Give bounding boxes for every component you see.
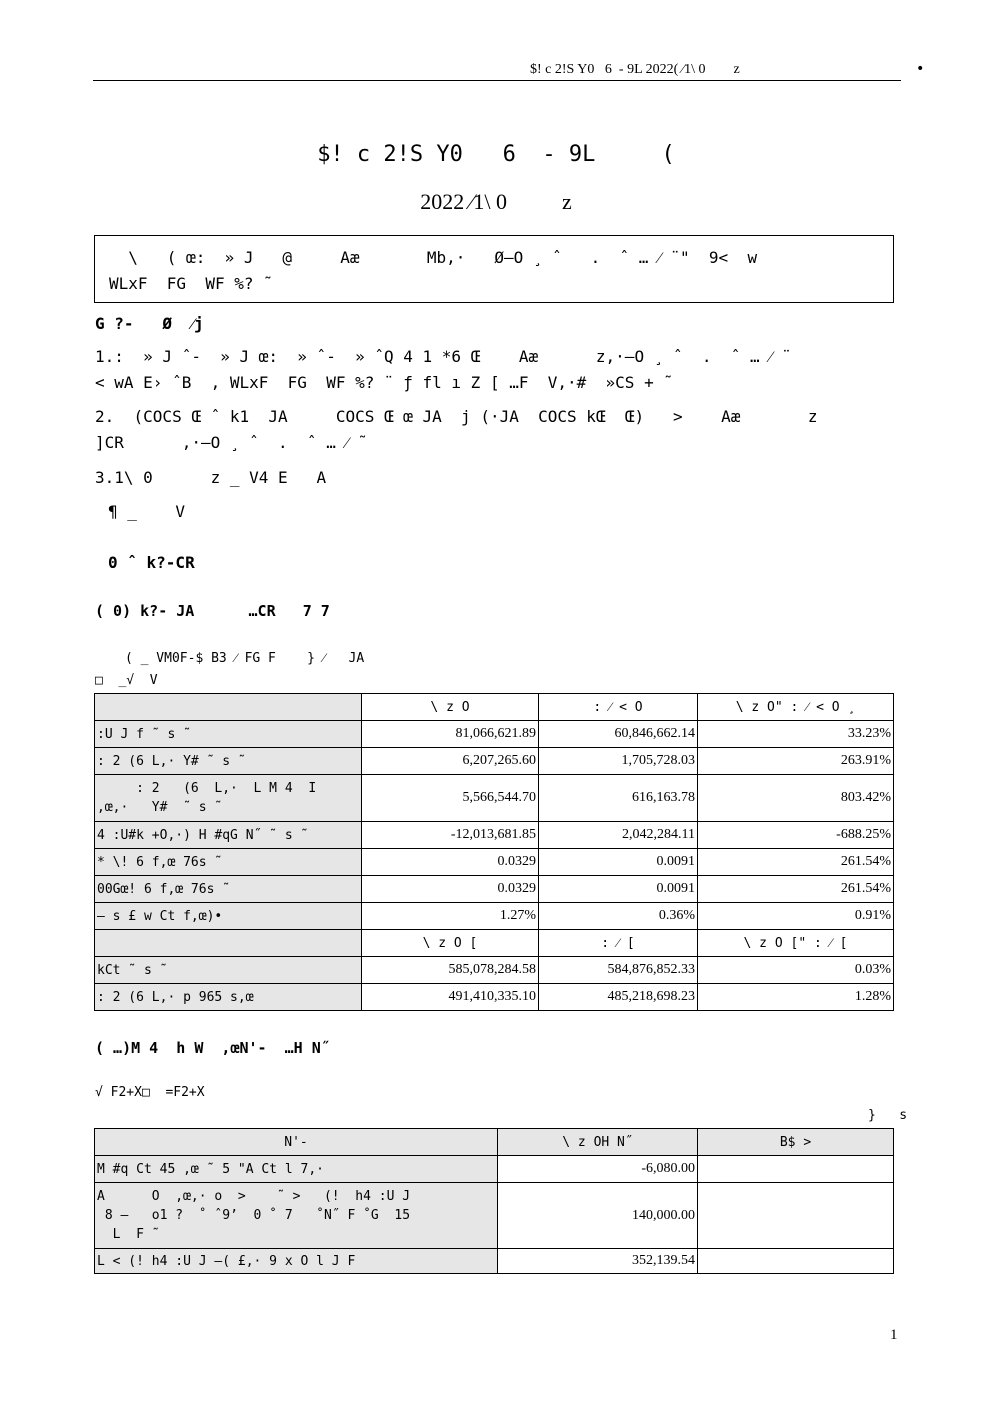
row-label: 4 :U#k +O,·) H #qG N˝ ˜ s ˜ bbox=[95, 822, 362, 849]
table-header-row bbox=[95, 930, 894, 957]
header-cell bbox=[95, 930, 362, 957]
header-cell: : ⁄ < O bbox=[539, 694, 698, 721]
row-label: : 2 (6 L,· L M 4 I ,œ,· Y# ˜ s ˜ bbox=[95, 775, 362, 822]
change-value: 803.42% bbox=[698, 775, 894, 822]
notice-box bbox=[94, 235, 894, 303]
header-cell: : ⁄ [ bbox=[539, 930, 698, 957]
prior-period-value: 0.0091 bbox=[539, 849, 698, 876]
unit-label: } s bbox=[868, 1108, 908, 1123]
row-label: : 2 (6 L,· Y# ˜ s ˜ bbox=[95, 748, 362, 775]
section-1-item-1-line-1: 1.: » J ˆ- » J œ: » ˆ- » ˆQ 4 1 *6 Œ Aæ z,·–O ¸ ˆ . ˆ … ⁄ ¨ bbox=[95, 347, 792, 366]
table-row bbox=[95, 822, 894, 849]
amount-value: 140,000.00 bbox=[498, 1183, 698, 1249]
header-cell: \ z O [" : ⁄ [ bbox=[698, 930, 894, 957]
header-cell: B$ > bbox=[698, 1129, 894, 1156]
running-header: $! c 2!S Y0 6 - 9L 2022( ⁄1\ 0 z bbox=[530, 62, 740, 77]
prior-period-value: 2,042,284.11 bbox=[539, 822, 698, 849]
note-value bbox=[698, 1156, 894, 1183]
prior-year-end-value: 584,876,852.33 bbox=[539, 957, 698, 984]
period-end-value: 585,078,284.58 bbox=[362, 957, 539, 984]
section-2-heading: 0 ˆ k?-CR bbox=[108, 553, 195, 572]
note-value bbox=[698, 1183, 894, 1249]
header-cell: N'- bbox=[95, 1129, 498, 1156]
section-1-item-2-line-1: 2. (COCS Œ ˆ k1 JA COCS Œ œ JA j (·JA COCS kŒ Œ) > Aæ z bbox=[95, 407, 818, 426]
section-1-item-1-line-2: < wA E› ˆB , WLxF FG WF %? ¨ ƒ fl ı Z [ …F V,·# »CS + ˜ bbox=[95, 373, 673, 392]
current-period-value: -12,013,681.85 bbox=[362, 822, 539, 849]
current-period-value: 81,066,621.89 bbox=[362, 721, 539, 748]
header-cell: \ z O [ bbox=[362, 930, 539, 957]
applicability-option-line: √ F2+X□ =F2+X bbox=[95, 1085, 205, 1100]
non-recurring-items-table bbox=[94, 1128, 894, 1274]
current-period-value: 5,566,544.70 bbox=[362, 775, 539, 822]
current-period-value: 1.27% bbox=[362, 903, 539, 930]
change-value: 0.91% bbox=[698, 903, 894, 930]
notice-line-2: WLxF FG WF %? ˜ bbox=[109, 274, 273, 293]
row-label: — s £ w Ct f,œ)• bbox=[95, 903, 362, 930]
table-header-row bbox=[95, 694, 894, 721]
current-period-value: 0.0329 bbox=[362, 849, 539, 876]
header-cell bbox=[95, 694, 362, 721]
table-row bbox=[95, 849, 894, 876]
prior-period-value: 616,163.78 bbox=[539, 775, 698, 822]
amount-value: 352,139.54 bbox=[498, 1249, 698, 1274]
document-title: $! c 2!S Y0 6 - 9L ( bbox=[317, 142, 675, 167]
table-row bbox=[95, 1249, 894, 1274]
prior-period-value: 0.36% bbox=[539, 903, 698, 930]
prior-period-value: 0.0091 bbox=[539, 876, 698, 903]
table-row bbox=[95, 1183, 894, 1249]
table-row bbox=[95, 903, 894, 930]
table-row bbox=[95, 957, 894, 984]
row-label: :U J f ˜ s ˜ bbox=[95, 721, 362, 748]
table-row bbox=[95, 876, 894, 903]
header-cell: \ z O" : ⁄ < O ¸ bbox=[698, 694, 894, 721]
prior-period-value: 1,705,728.03 bbox=[539, 748, 698, 775]
current-period-value: 6,207,265.60 bbox=[362, 748, 539, 775]
item-label: A O ,œ,· o > ˜ > (! h4 :U J 8 – o1 ? ˚ ˆ9’ 0 ˚ 7 ˚N˝ F ˚G 15 L F ˜ bbox=[95, 1183, 498, 1249]
prior-year-end-value: 485,218,698.23 bbox=[539, 984, 698, 1011]
change-value: 33.23% bbox=[698, 721, 894, 748]
key-financial-data-table bbox=[94, 693, 894, 1011]
notice-line-1: \ ( œ: » J @ Aæ Mb,· Ø–O ¸ ˆ . ˆ … ⁄ ¨" 9< w bbox=[109, 248, 758, 267]
amount-value: -6,080.00 bbox=[498, 1156, 698, 1183]
section-1-item-4: ¶ _ V bbox=[108, 502, 186, 521]
section-1-item-3: 3.1\ 0 z _ V4 E A bbox=[95, 468, 327, 487]
change-value: 1.28% bbox=[698, 984, 894, 1011]
header-cell: \ z OH N˝ bbox=[498, 1129, 698, 1156]
document-subtitle: 2022 ⁄1\ 0 z bbox=[420, 189, 572, 214]
section-3-heading: ( …)M 4 h W ,œN'- …H N˝ bbox=[95, 1039, 330, 1057]
table-row bbox=[95, 984, 894, 1011]
section-2-subheading: ( 0) k?- JA …CR 7 7 bbox=[95, 602, 330, 620]
header-rule bbox=[93, 80, 901, 81]
change-value: 261.54% bbox=[698, 876, 894, 903]
row-label: : 2 (6 L,· p 965 s,œ bbox=[95, 984, 362, 1011]
header-bullet-icon: • bbox=[916, 61, 925, 77]
change-value: 263.91% bbox=[698, 748, 894, 775]
header-cell: \ z O bbox=[362, 694, 539, 721]
period-end-value: 491,410,335.10 bbox=[362, 984, 539, 1011]
data-source-checkbox-line: □ _√ V bbox=[95, 673, 158, 688]
table-row bbox=[95, 748, 894, 775]
currency-unit-line: ( _ VM0F-$ B3 ⁄ FG F } ⁄ JA bbox=[125, 651, 365, 666]
item-label: M #q Ct 45 ,œ ˜ 5 "A Ct l 7,· bbox=[95, 1156, 498, 1183]
item-label: L < (! h4 :U J –( £,· 9 x O l J F bbox=[95, 1249, 498, 1274]
change-value: 261.54% bbox=[698, 849, 894, 876]
row-label: 00Gœ! 6 f,œ 76s ˜ bbox=[95, 876, 362, 903]
table-row bbox=[95, 1156, 894, 1183]
table-header-row bbox=[95, 1129, 894, 1156]
section-1-item-2-line-2: ]CR ,·–O ¸ ˆ . ˆ … ⁄ ˜ bbox=[95, 433, 368, 452]
section-1-heading: G ?- Ø ⁄j bbox=[95, 314, 204, 333]
table-row bbox=[95, 775, 894, 822]
note-value bbox=[698, 1249, 894, 1274]
table-row bbox=[95, 721, 894, 748]
change-value: -688.25% bbox=[698, 822, 894, 849]
current-period-value: 0.0329 bbox=[362, 876, 539, 903]
page-number: 1 bbox=[890, 1327, 898, 1343]
prior-period-value: 60,846,662.14 bbox=[539, 721, 698, 748]
row-label: kCt ˜ s ˜ bbox=[95, 957, 362, 984]
row-label: * \! 6 f,œ 76s ˜ bbox=[95, 849, 362, 876]
change-value: 0.03% bbox=[698, 957, 894, 984]
